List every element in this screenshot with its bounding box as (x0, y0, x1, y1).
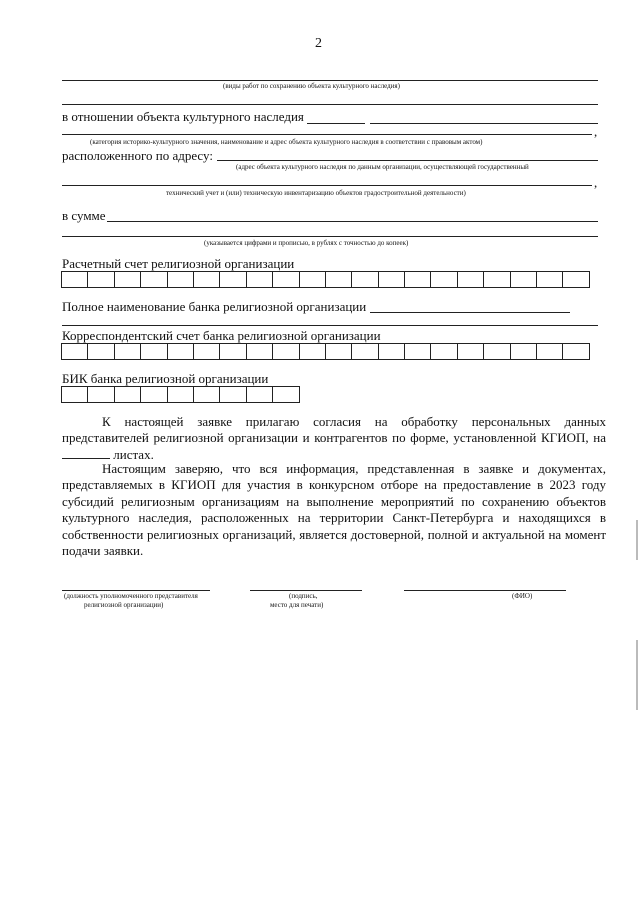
certify-paragraph: Настоящим заверяю, что вся информация, представленная в заявке и документах, представляемых в КГИОП для участия в конкурсном отборе на предоставление в 2023 году субсидий религиозным организациям на выполнение мероприятий по сохранению объектов культурного наследия, расположенных на территории Санкт-Петербурга и находящихся в собственности религиозных организаций, является достоверной, полной и актуальной на момент подачи заявки. (62, 461, 606, 559)
bik-label: БИК банка религиозной организации (62, 371, 269, 386)
work-types-note: (виды работ по сохранению объекта культурного наследия) (223, 82, 400, 90)
settlement-account-label: Расчетный счет религиозной организации (62, 256, 295, 271)
sheet-count-field[interactable] (62, 448, 110, 459)
amount-field-continued[interactable] (62, 236, 598, 237)
address-note-line2: технический учет и (или) техническую инвентаризацию объектов градостроительной деятельности) (166, 189, 466, 197)
position-note-line2: религиозной организации) (84, 601, 164, 609)
separator-line (62, 104, 598, 105)
bank-name-field-continued[interactable] (62, 325, 598, 326)
scan-edge-mark (636, 640, 638, 710)
consent-paragraph (62, 414, 606, 463)
amount-label: в сумме (62, 208, 106, 223)
position-note-line1: (должность уполномоченного представителя (64, 592, 198, 600)
bik-grid[interactable] (61, 386, 300, 403)
fio-field[interactable] (404, 590, 566, 591)
page-number: 2 (315, 36, 322, 51)
consent-text-end: листах. (113, 446, 154, 462)
scan-edge-mark (636, 520, 638, 560)
address-note-line1: (адрес объекта культурного наследия по данным организации, осуществляющей государственный (236, 163, 529, 171)
amount-note: (указывается цифрами и прописью, в рублях с точностью до копеек) (204, 239, 409, 247)
category-note: (категория историко-культурного значения, наименование и адрес объекта культурного наследия в соответствии с правовым актом) (90, 138, 483, 146)
located-at-label: расположенного по адресу: (62, 148, 213, 163)
signature-field[interactable] (250, 590, 362, 591)
address-field[interactable] (217, 160, 598, 161)
bank-name-field[interactable] (370, 312, 570, 313)
position-field[interactable] (62, 590, 210, 591)
consent-text: К настоящей заявке прилагаю согласия на обработку персональных данных представителей религиозной организации и контрагентов по форме, установленной КГИОП, на (62, 414, 606, 446)
signature-note-line1: (подпись, (289, 592, 318, 600)
amount-field[interactable] (107, 221, 598, 222)
settlement-account-grid[interactable] (61, 271, 590, 288)
address-field-continued[interactable] (62, 185, 592, 186)
heritage-object-field-a[interactable] (307, 123, 365, 124)
category-line[interactable] (62, 134, 592, 135)
address-comma: , (594, 175, 598, 190)
work-types-line[interactable] (62, 80, 598, 81)
correspondent-account-grid[interactable] (61, 343, 590, 360)
category-comma: , (594, 124, 598, 139)
bank-name-label: Полное наименование банка религиозной организации (62, 299, 367, 314)
heritage-object-label: в отношении объекта культурного наследия (62, 109, 304, 124)
heritage-object-field-b[interactable] (370, 123, 598, 124)
signature-note-line2: место для печати) (270, 601, 324, 609)
correspondent-account-label: Корреспондентский счет банка религиозной организации (62, 328, 381, 343)
fio-note: (ФИО) (512, 592, 533, 600)
